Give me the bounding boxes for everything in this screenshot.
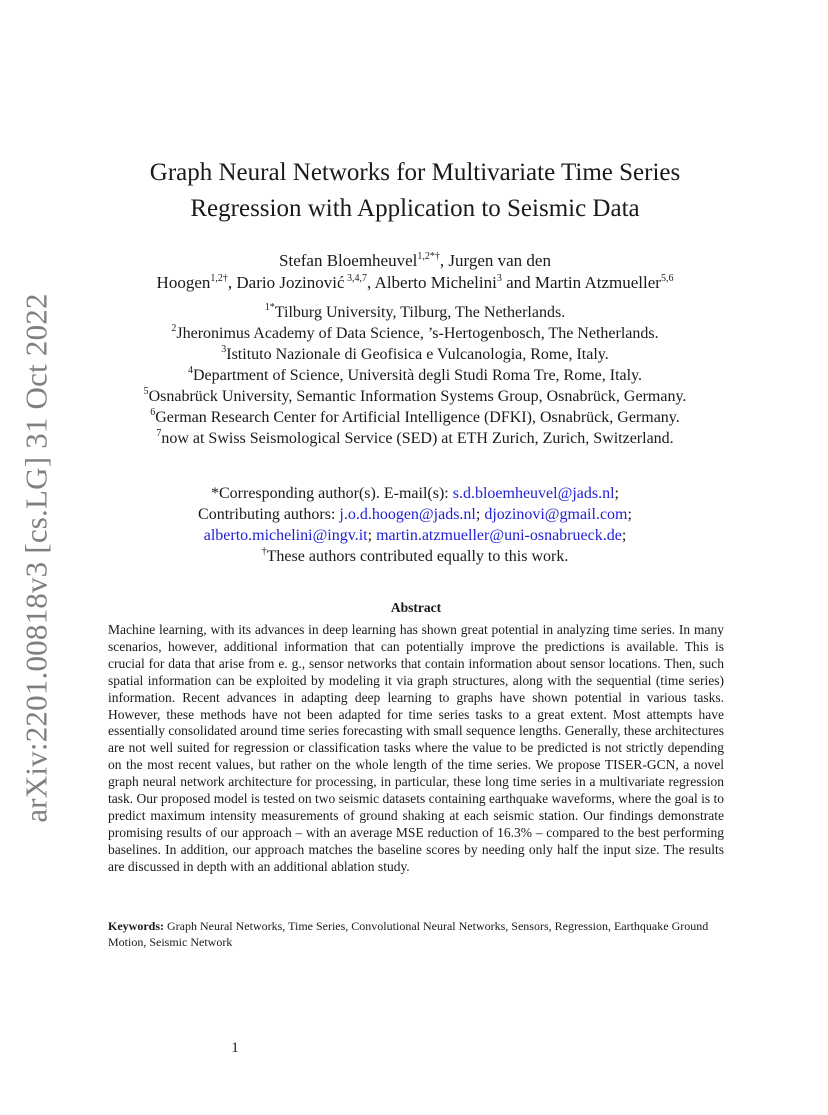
affiliation-item: $^4$Department of Science, Università degli Studi Roma Tre, Rome, Italy. <box>187 365 643 384</box>
contributing-emails-line: alberto.michelini@ingv.it; martin.atzmueller@uni-osnabrueck.de; <box>203 527 627 544</box>
author-affiliation-mark: 3,4,7 <box>344 273 367 284</box>
arxiv-identifier: arXiv:2201.00818v3 [cs.LG] 31 Oct 2022 <box>19 292 55 823</box>
abstract-heading: Abstract <box>390 600 442 615</box>
author-affiliation-mark: 3 <box>496 273 502 284</box>
equal-contribution-note: †These authors contributed equally to this work. <box>261 546 569 565</box>
email-link[interactable]: djozinovi@gmail.com <box>484 506 628 523</box>
affiliation-item: $^2$Jheronimus Academy of Data Science, ’s-Hertogenbosch, The Netherlands. <box>171 323 659 342</box>
author-name: Alberto Michelini <box>374 273 497 292</box>
contact-block <box>100 483 730 567</box>
affiliation-item: $^{1*}$Tilburg University, Tilburg, The Netherlands. <box>264 302 566 321</box>
corresponding-author-line: *Corresponding author(s). E-mail(s): s.d.bloemheuvel@jads.nl; <box>210 485 619 502</box>
keywords-text: Graph Neural Networks, Time Series, Convolutional Neural Networks, Sensors, Regression, Earthquake Ground Motion, Seismic Network <box>108 919 709 949</box>
author-affiliation-mark: 5,6 <box>660 273 674 284</box>
contributing-authors-line: Contributing authors: j.o.d.hoogen@jads.nl; djozinovi@gmail.com; <box>198 506 632 523</box>
affiliation-list <box>100 302 730 449</box>
corresponding-email-link[interactable]: s.d.bloemheuvel@jads.nl <box>452 485 615 502</box>
abstract-text: Machine learning, with its advances in deep learning has shown great potential in analyzing time series. In many scenarios, however, additional information that can potentially improve the predictions is available. This is crucial for data that arise from e. g., sensor networks that contain information about sensor locations. Then, such spatial information can be exploited by modeling it via graph structures, along with the sequential (time series) information. Recent advances in adapting deep learning to graphs have shown potential in various tasks. However, these methods have not been adapted for time series tasks to a great extent. Most attempts have essentially consolidated around time series forecasting with small sequence lengths. Generally, these architectures are not well suited for regression or classification tasks where the value to be predicted is not strictly depending on the most recent values, but rather on the whole length of the time series. We propose TISER-GCN, a novel graph neural network architecture for processing, in particular, these long time series in a multivariate regression task. Our proposed model is tested on two seismic datasets containing earthquake waveforms, where the goal is to predict maximum intensity measurements of ground shaking at each seismic station. Our findings demonstrate promising results of our approach – with an average MSE reduction of 16.3% – compared to the best performing baselines. In addition, our approach matches the baseline scores by needing only half the input size. The results are discussed in depth with an additional ablation study. <box>108 622 724 874</box>
author-name: Dario Jozinović <box>236 273 345 292</box>
keywords-label: Keywords: <box>108 919 164 933</box>
affiliation-item: $^7$now at Swiss Seismological Service (SED) at ETH Zurich, Zurich, Switzerland. <box>156 428 674 447</box>
email-link[interactable]: j.o.d.hoogen@jads.nl <box>339 506 476 523</box>
affiliation-item: $^3$Istituto Nazionale di Geofisica e Vulcanologia, Rome, Italy. <box>221 344 609 363</box>
author-affiliation-mark: 1,2*† <box>417 251 440 262</box>
paper-title <box>110 155 720 227</box>
arxiv-identifier-stamp <box>12 0 62 1115</box>
author-name: Martin Atzmueller <box>534 273 661 292</box>
keywords-section <box>108 918 724 950</box>
page-number: 1 <box>231 1040 239 1056</box>
title-line-1: Graph Neural Networks for Multivariate Time Series <box>149 159 681 186</box>
dagger-mark: † <box>261 546 267 557</box>
author-name: Hoogen <box>156 273 211 292</box>
title-line-2: Regression with Application to Seismic Data <box>190 195 640 222</box>
author-affiliation-mark: 1,2† <box>210 273 228 284</box>
author-name: Jurgen van den <box>448 251 551 270</box>
author-name: Stefan Bloemheuvel <box>279 251 418 270</box>
affiliation-item: $^6$German Research Center for Artificial Intelligence (DFKI), Osnabrück, Germany. <box>150 407 680 426</box>
email-link[interactable]: martin.atzmueller@uni-osnabrueck.de <box>376 527 622 544</box>
affiliation-item: $^5$Osnabrück University, Semantic Information Systems Group, Osnabrück, Germany. <box>143 386 687 405</box>
email-link[interactable]: alberto.michelini@ingv.it <box>203 527 368 544</box>
author-list: Stefan Bloemheuvel$^{1,2*\dagger}$, Jurgen van den Hoogen$^{1,2\dagger}$, Dario Jozinović $^{3,4,7}$, Alberto Michelini$^3$ and Martin Atzmueller$^{5,6}$ <box>156 251 674 292</box>
